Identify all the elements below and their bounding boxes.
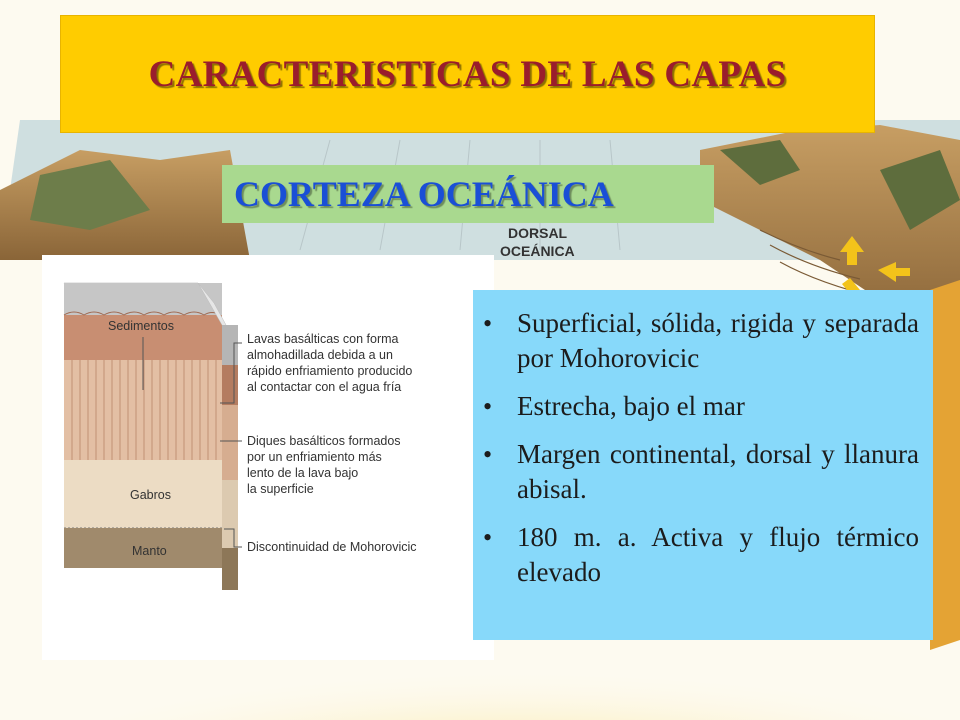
- bullet-icon: •: [483, 392, 493, 421]
- svg-text:Discontinuidad de Mohorovicic: Discontinuidad de Mohorovicic: [247, 540, 417, 554]
- svg-text:lento de la lava bajo: lento de la lava bajo: [247, 466, 359, 480]
- layer-label-gabros: Gabros: [130, 488, 171, 502]
- annotation-diques: [247, 434, 401, 496]
- svg-text:rápido enfriamiento producido: rápido enfriamiento producido: [247, 364, 413, 378]
- svg-text:Lavas basálticas con forma: Lavas basálticas con forma: [247, 332, 399, 346]
- annotation-moho: [247, 540, 417, 554]
- bullet-icon: •: [483, 309, 493, 338]
- bullet-icon: •: [483, 523, 493, 552]
- svg-text:almohadillada debida a un: almohadillada debida a un: [247, 348, 393, 362]
- svg-text:por un enfriamiento más: por un enfriamiento más: [247, 450, 382, 464]
- bullets-box: [473, 290, 933, 640]
- crust-illustration: [42, 255, 494, 660]
- slide-title: CARACTERISTICAS DE LAS CAPAS: [148, 53, 787, 95]
- svg-text:Diques basálticos formados: Diques basálticos formados: [247, 434, 401, 448]
- svg-text:la superficie: la superficie: [247, 482, 314, 496]
- bullet-list: [483, 306, 919, 590]
- annotation-lavas: [247, 332, 412, 394]
- bullet-item: • Superficial, sólida, rigida y separada por Mohorovicic: [483, 308, 919, 373]
- bullet-item: • 180 m. a. Activa y flujo térmico elevado: [483, 522, 919, 587]
- bullet-item: • Margen continental, dorsal y llanura abisal.: [483, 439, 919, 504]
- svg-text:al contactar con el agua fría: al contactar con el agua fría: [247, 380, 402, 394]
- bg-label-dorsal: DORSAL: [508, 225, 568, 241]
- title-box: [60, 15, 875, 133]
- layer-label-sedimentos: Sedimentos: [108, 319, 175, 333]
- slide-subtitle: CORTEZA OCEÁNICA: [234, 174, 614, 214]
- layer-label-manto: Manto: [132, 544, 167, 558]
- bg-label-oceanica: OCEÁNICA: [500, 243, 575, 259]
- subtitle-box: [222, 165, 714, 223]
- bullet-item: • Estrecha, bajo el mar: [483, 389, 919, 424]
- bullet-icon: •: [483, 440, 493, 469]
